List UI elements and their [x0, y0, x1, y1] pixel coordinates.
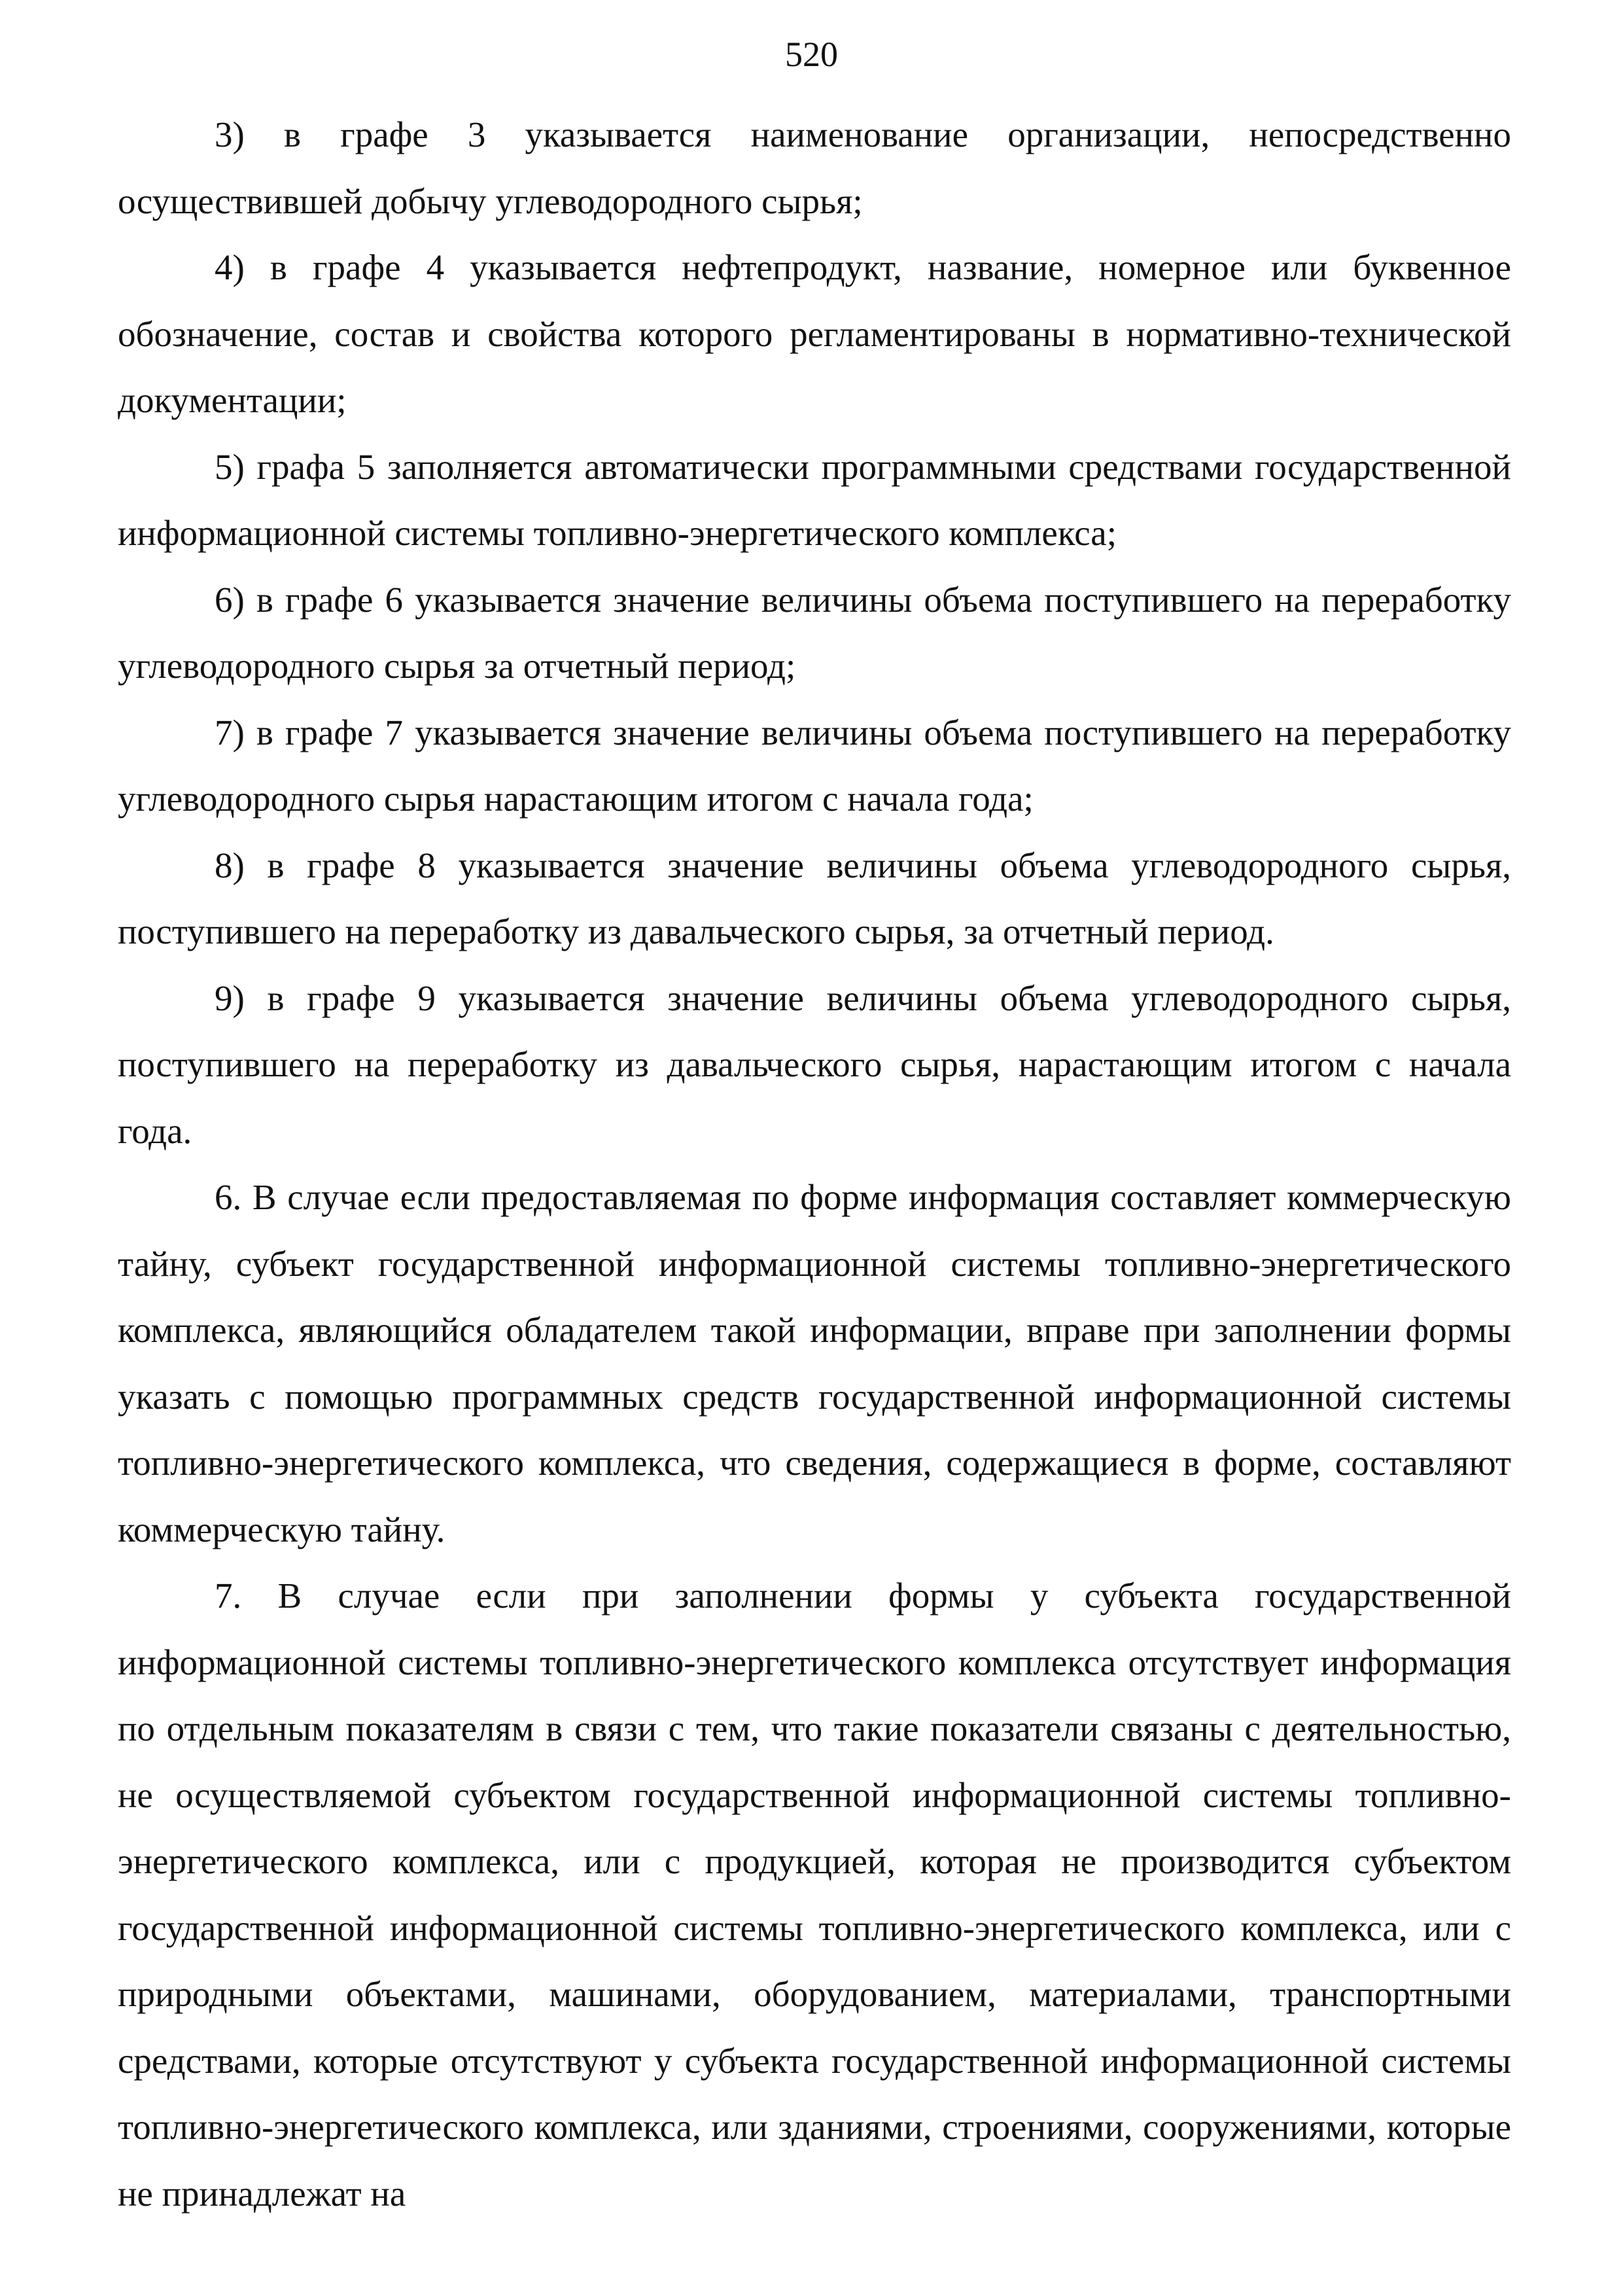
paragraph-item-9: 9) в графе 9 указывается значение величины объема углеводородного сырья, поступившего на переработку из давальческого сырья, нарастающим итогом с начала года. — [118, 978, 1511, 1151]
paragraph-section-6: 6. В случае если предоставляемая по форме информация составляет коммерческую тайну, субъект государственной информационной системы топливно-энергетического комплекса, являющийся обладателем такой информации, вправе при заполнении формы указать с помощью программных средств государственной информационной системы топливно-энергетического комплекса, что сведения, содержащиеся в форме, составляют коммерческую тайну. — [118, 1177, 1511, 1549]
page-number: 520 — [785, 35, 838, 74]
document-body — [118, 101, 1511, 2227]
paragraph-section-7: 7. В случае если при заполнении формы у субъекта государственной информационной системы топливно-энергетического комплекса отсутствует информация по отдельным показателям в связи с тем, что такие показатели связаны с деятельностью, не осуществляемой субъектом государственной информационной системы топливно-энергетического комплекса, или с продукцией, которая не производится субъектом государственной информационной системы топливно-энергетического комплекса, или с природными объектами, машинами, оборудованием, материалами, транспортными средствами, которые отсутствуют у субъекта государственной информационной системы топливно-энергетического комплекса, или зданиями, строениями, сооружениями, которые не принадлежат на — [118, 1576, 1511, 2214]
paragraph-item-4: 4) в графе 4 указывается нефтепродукт, название, номерное или буквенное обозначение, состав и свойства которого регламентированы в нормативно-технической документации; — [118, 247, 1511, 420]
paragraph-item-8: 8) в графе 8 указывается значение величины объема углеводородного сырья, поступившего на переработку из давальческого сырья, за отчетный период. — [118, 845, 1511, 951]
paragraph-item-6: 6) в графе 6 указывается значение величины объема поступившего на переработку углеводородного сырья за отчетный период; — [118, 579, 1511, 686]
paragraph-item-3: 3) в графе 3 указывается наименование организации, непосредственно осуществившей добычу углеводородного сырья; — [118, 115, 1511, 221]
paragraph-item-5: 5) графа 5 заполняется автоматически программными средствами государственной информационной системы топливно-энергетического комплекса; — [118, 446, 1511, 553]
paragraph-item-7: 7) в графе 7 указывается значение величины объема поступившего на переработку углеводородного сырья нарастающим итогом с начала года; — [118, 712, 1511, 819]
